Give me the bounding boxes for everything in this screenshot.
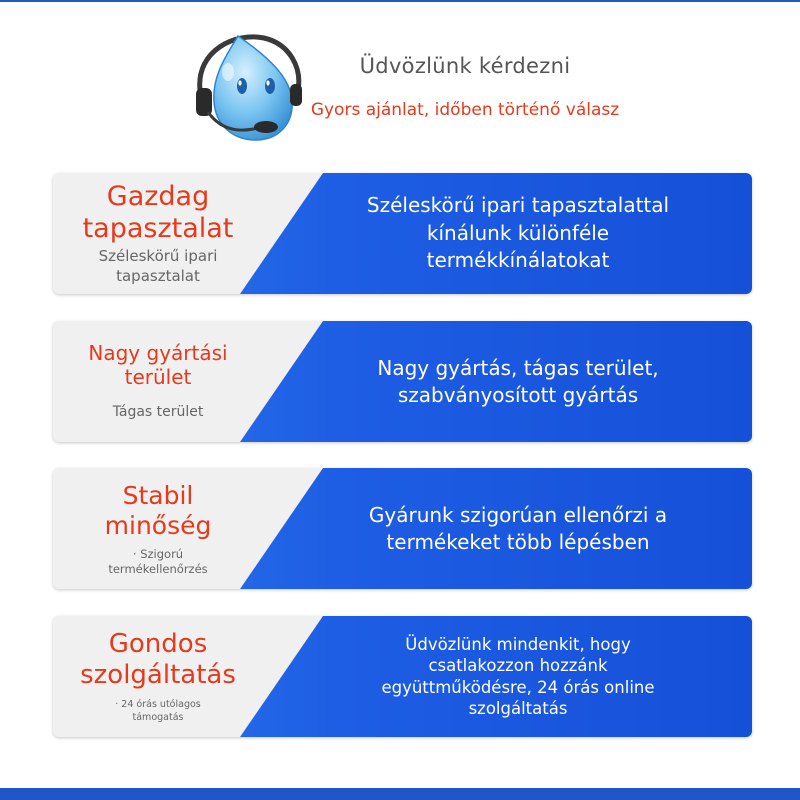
- headset-droplet-mascot-icon: [186, 28, 316, 148]
- feature-description-panel: [303, 468, 752, 589]
- feature-card-left: [53, 173, 263, 294]
- feature-card-service: [53, 616, 752, 737]
- top-divider: [0, 0, 800, 2]
- feature-card-left: [53, 468, 263, 589]
- feature-title: Gazdag tapasztalat: [82, 180, 234, 244]
- feature-title: Nagy gyártási terület: [88, 341, 228, 390]
- feature-subtitle: · 24 órás utólagos támogatás: [115, 699, 201, 723]
- feature-subtitle: · Szigorú termékellenőrzés: [108, 546, 208, 576]
- feature-description: Nagy gyártás, tágas terület, szabványosított gyártás: [377, 355, 659, 407]
- feature-card-experience: [53, 173, 752, 294]
- feature-subtitle: Széleskörű ipari tapasztalat: [98, 247, 218, 285]
- feature-card-left: [53, 321, 263, 442]
- feature-description: Üdvözlünk mindenkit, hogy csatlakozzon hozzánk együttműködésre, 24 órás online szolgáltatás: [381, 634, 655, 718]
- feature-card-production-area: [53, 321, 752, 442]
- feature-subtitle: Tágas terület: [112, 404, 204, 421]
- feature-title: Stabil minőség: [104, 480, 212, 540]
- feature-description-panel: [303, 616, 752, 737]
- feature-description-panel: [303, 173, 752, 294]
- feature-title: Gondos szolgáltatás: [80, 628, 236, 691]
- welcome-title: Üdvözlünk kérdezni: [359, 54, 571, 78]
- feature-description: Széleskörű ipari tapasztalattal kínálunk különféle termékkínálatokat: [366, 193, 670, 273]
- feature-description: Gyárunk szigorúan ellenőrzi a termékeket több lépésben: [368, 502, 668, 554]
- feature-card-quality: [53, 468, 752, 589]
- welcome-subtitle: Gyors ajánlat, időben történő válasz: [310, 100, 620, 120]
- feature-card-left: [53, 616, 263, 737]
- bottom-divider: [0, 788, 800, 800]
- feature-description-panel: [303, 321, 752, 442]
